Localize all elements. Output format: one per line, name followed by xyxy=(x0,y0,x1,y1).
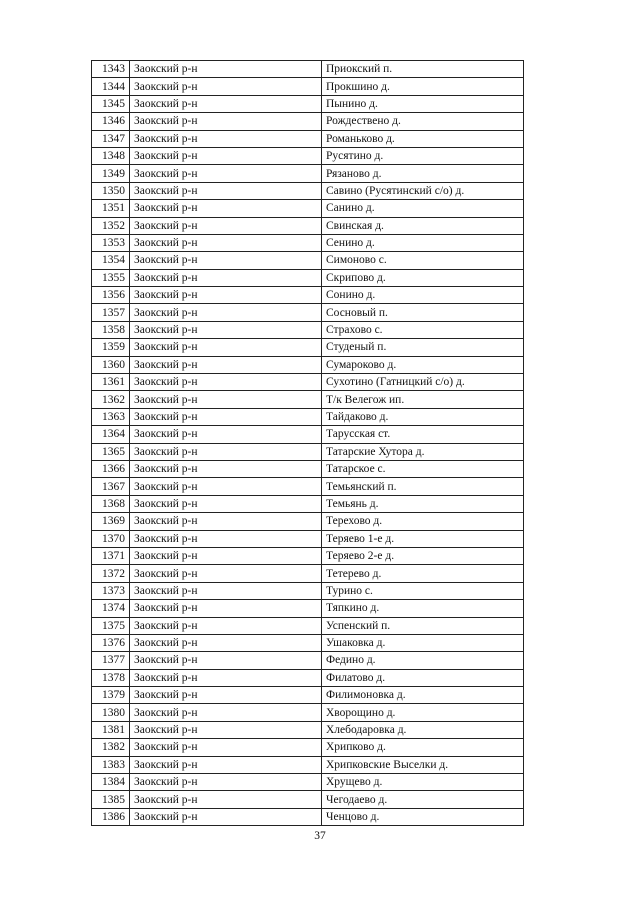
row-number-cell: 1377 xyxy=(92,652,130,669)
row-number-cell: 1344 xyxy=(92,78,130,95)
district-cell: Заокский р-н xyxy=(130,547,322,564)
row-number-cell: 1361 xyxy=(92,374,130,391)
settlement-cell: Хлебодаровка д. xyxy=(322,721,524,738)
settlement-cell: Свинская д. xyxy=(322,217,524,234)
row-number-cell: 1369 xyxy=(92,513,130,530)
row-number-cell: 1364 xyxy=(92,426,130,443)
settlement-cell: Тайдаково д. xyxy=(322,408,524,425)
row-number-cell: 1352 xyxy=(92,217,130,234)
district-cell: Заокский р-н xyxy=(130,530,322,547)
table-row xyxy=(92,113,524,130)
table-row xyxy=(92,391,524,408)
row-number-cell: 1367 xyxy=(92,478,130,495)
table-row xyxy=(92,565,524,582)
table-row xyxy=(92,217,524,234)
settlement-cell: Хворощино д. xyxy=(322,704,524,721)
district-cell: Заокский р-н xyxy=(130,269,322,286)
row-number-cell: 1366 xyxy=(92,460,130,477)
table-row xyxy=(92,182,524,199)
district-cell: Заокский р-н xyxy=(130,95,322,112)
table-row xyxy=(92,408,524,425)
table-body xyxy=(92,61,524,826)
district-cell: Заокский р-н xyxy=(130,356,322,373)
table-row xyxy=(92,669,524,686)
page-number: 37 xyxy=(314,830,326,842)
row-number-cell: 1372 xyxy=(92,565,130,582)
table-row xyxy=(92,756,524,773)
row-number-cell: 1347 xyxy=(92,130,130,147)
settlement-cell: Студеный п. xyxy=(322,339,524,356)
row-number-cell: 1351 xyxy=(92,200,130,217)
district-cell: Заокский р-н xyxy=(130,408,322,425)
settlements-table xyxy=(91,60,524,826)
district-cell: Заокский р-н xyxy=(130,774,322,791)
settlement-cell: Сонино д. xyxy=(322,287,524,304)
settlement-cell: Темьянский п. xyxy=(322,478,524,495)
settlement-cell: Филатово д. xyxy=(322,669,524,686)
settlement-cell: Романьково д. xyxy=(322,130,524,147)
district-cell: Заокский р-н xyxy=(130,617,322,634)
district-cell: Заокский р-н xyxy=(130,374,322,391)
row-number-cell: 1378 xyxy=(92,669,130,686)
settlement-cell: Прокшино д. xyxy=(322,78,524,95)
settlement-cell: Татарское с. xyxy=(322,460,524,477)
district-cell: Заокский р-н xyxy=(130,182,322,199)
district-cell: Заокский р-н xyxy=(130,600,322,617)
table-row xyxy=(92,78,524,95)
row-number-cell: 1362 xyxy=(92,391,130,408)
district-cell: Заокский р-н xyxy=(130,234,322,251)
table-row xyxy=(92,95,524,112)
settlement-cell: Теряево 2-е д. xyxy=(322,547,524,564)
settlement-cell: Русятино д. xyxy=(322,147,524,164)
row-number-cell: 1358 xyxy=(92,321,130,338)
row-number-cell: 1379 xyxy=(92,687,130,704)
district-cell: Заокский р-н xyxy=(130,61,322,78)
row-number-cell: 1365 xyxy=(92,443,130,460)
settlement-cell: Успенский п. xyxy=(322,617,524,634)
table-row xyxy=(92,426,524,443)
table-row xyxy=(92,443,524,460)
settlement-cell: Федино д. xyxy=(322,652,524,669)
row-number-cell: 1360 xyxy=(92,356,130,373)
table-row xyxy=(92,634,524,651)
settlement-cell: Татарские Хутора д. xyxy=(322,443,524,460)
settlement-cell: Чегодаево д. xyxy=(322,791,524,808)
district-cell: Заокский р-н xyxy=(130,513,322,530)
table-row xyxy=(92,704,524,721)
row-number-cell: 1356 xyxy=(92,287,130,304)
row-number-cell: 1350 xyxy=(92,182,130,199)
table-row xyxy=(92,61,524,78)
settlement-cell: Хрипковские Выселки д. xyxy=(322,756,524,773)
row-number-cell: 1371 xyxy=(92,547,130,564)
row-number-cell: 1384 xyxy=(92,774,130,791)
district-cell: Заокский р-н xyxy=(130,304,322,321)
table-row xyxy=(92,721,524,738)
district-cell: Заокский р-н xyxy=(130,669,322,686)
settlement-cell: Филимоновка д. xyxy=(322,687,524,704)
table-row xyxy=(92,321,524,338)
district-cell: Заокский р-н xyxy=(130,565,322,582)
table-row xyxy=(92,287,524,304)
row-number-cell: 1354 xyxy=(92,252,130,269)
district-cell: Заокский р-н xyxy=(130,287,322,304)
district-cell: Заокский р-н xyxy=(130,791,322,808)
district-cell: Заокский р-н xyxy=(130,147,322,164)
district-cell: Заокский р-н xyxy=(130,808,322,825)
settlement-cell: Страхово с. xyxy=(322,321,524,338)
table-row xyxy=(92,200,524,217)
settlement-cell: Сосновый п. xyxy=(322,304,524,321)
district-cell: Заокский р-н xyxy=(130,687,322,704)
table-row xyxy=(92,739,524,756)
table-row xyxy=(92,687,524,704)
settlement-cell: Хрущево д. xyxy=(322,774,524,791)
table-row xyxy=(92,495,524,512)
table-row xyxy=(92,547,524,564)
settlement-cell: Тарусская ст. xyxy=(322,426,524,443)
district-cell: Заокский р-н xyxy=(130,130,322,147)
table-row xyxy=(92,530,524,547)
row-number-cell: 1380 xyxy=(92,704,130,721)
settlement-cell: Санино д. xyxy=(322,200,524,217)
settlement-cell: Пынино д. xyxy=(322,95,524,112)
table-row xyxy=(92,252,524,269)
row-number-cell: 1353 xyxy=(92,234,130,251)
settlement-cell: Тяпкино д. xyxy=(322,600,524,617)
district-cell: Заокский р-н xyxy=(130,495,322,512)
district-cell: Заокский р-н xyxy=(130,252,322,269)
table-row xyxy=(92,652,524,669)
district-cell: Заокский р-н xyxy=(130,113,322,130)
row-number-cell: 1368 xyxy=(92,495,130,512)
row-number-cell: 1382 xyxy=(92,739,130,756)
district-cell: Заокский р-н xyxy=(130,339,322,356)
settlement-cell: Симоново с. xyxy=(322,252,524,269)
table-row xyxy=(92,234,524,251)
district-cell: Заокский р-н xyxy=(130,200,322,217)
table-row xyxy=(92,460,524,477)
table-row xyxy=(92,478,524,495)
table-row xyxy=(92,339,524,356)
table-row xyxy=(92,617,524,634)
settlement-cell: Тетерево д. xyxy=(322,565,524,582)
settlement-cell: Скрипово д. xyxy=(322,269,524,286)
district-cell: Заокский р-н xyxy=(130,634,322,651)
settlement-cell: Савино (Русятинский с/о) д. xyxy=(322,182,524,199)
row-number-cell: 1345 xyxy=(92,95,130,112)
row-number-cell: 1349 xyxy=(92,165,130,182)
row-number-cell: 1373 xyxy=(92,582,130,599)
table-row xyxy=(92,774,524,791)
settlement-cell: Сенино д. xyxy=(322,234,524,251)
settlement-cell: Хрипково д. xyxy=(322,739,524,756)
table-row xyxy=(92,304,524,321)
district-cell: Заокский р-н xyxy=(130,165,322,182)
settlement-cell: Турино с. xyxy=(322,582,524,599)
row-number-cell: 1363 xyxy=(92,408,130,425)
district-cell: Заокский р-н xyxy=(130,652,322,669)
table-row xyxy=(92,147,524,164)
table-row xyxy=(92,269,524,286)
settlement-cell: Терехово д. xyxy=(322,513,524,530)
table-row xyxy=(92,374,524,391)
table-row xyxy=(92,165,524,182)
district-cell: Заокский р-н xyxy=(130,391,322,408)
table-row xyxy=(92,356,524,373)
row-number-cell: 1381 xyxy=(92,721,130,738)
district-cell: Заокский р-н xyxy=(130,78,322,95)
settlement-cell: Рождествено д. xyxy=(322,113,524,130)
district-cell: Заокский р-н xyxy=(130,721,322,738)
district-cell: Заокский р-н xyxy=(130,582,322,599)
settlement-cell: Сумароково д. xyxy=(322,356,524,373)
settlement-cell: Сухотино (Гатницкий с/о) д. xyxy=(322,374,524,391)
settlement-cell: Т/к Велегож ип. xyxy=(322,391,524,408)
table-row xyxy=(92,808,524,825)
table-row xyxy=(92,130,524,147)
settlement-cell: Теряево 1-е д. xyxy=(322,530,524,547)
row-number-cell: 1343 xyxy=(92,61,130,78)
row-number-cell: 1346 xyxy=(92,113,130,130)
district-cell: Заокский р-н xyxy=(130,704,322,721)
row-number-cell: 1383 xyxy=(92,756,130,773)
row-number-cell: 1359 xyxy=(92,339,130,356)
row-number-cell: 1385 xyxy=(92,791,130,808)
row-number-cell: 1374 xyxy=(92,600,130,617)
district-cell: Заокский р-н xyxy=(130,460,322,477)
settlement-cell: Приокский п. xyxy=(322,61,524,78)
row-number-cell: 1386 xyxy=(92,808,130,825)
table-row xyxy=(92,513,524,530)
district-cell: Заокский р-н xyxy=(130,739,322,756)
row-number-cell: 1348 xyxy=(92,147,130,164)
row-number-cell: 1376 xyxy=(92,634,130,651)
table-row xyxy=(92,582,524,599)
row-number-cell: 1370 xyxy=(92,530,130,547)
district-cell: Заокский р-н xyxy=(130,426,322,443)
row-number-cell: 1375 xyxy=(92,617,130,634)
district-cell: Заокский р-н xyxy=(130,321,322,338)
settlement-cell: Рязаново д. xyxy=(322,165,524,182)
row-number-cell: 1355 xyxy=(92,269,130,286)
district-cell: Заокский р-н xyxy=(130,217,322,234)
district-cell: Заокский р-н xyxy=(130,756,322,773)
table-row xyxy=(92,600,524,617)
settlement-cell: Ченцово д. xyxy=(322,808,524,825)
district-cell: Заокский р-н xyxy=(130,478,322,495)
settlement-cell: Ушаковка д. xyxy=(322,634,524,651)
settlement-cell: Темьянь д. xyxy=(322,495,524,512)
table-row xyxy=(92,791,524,808)
district-cell: Заокский р-н xyxy=(130,443,322,460)
row-number-cell: 1357 xyxy=(92,304,130,321)
